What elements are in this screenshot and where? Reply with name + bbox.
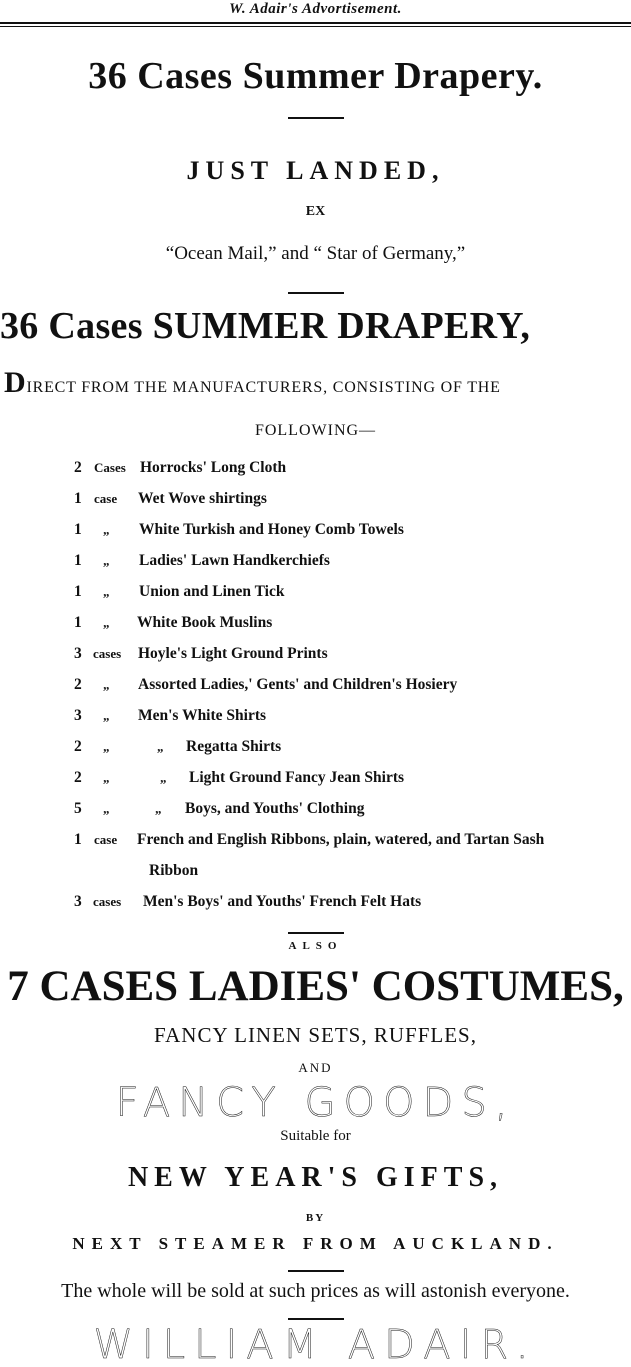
list-item — [0, 705, 631, 736]
item-quantity: 1 — [74, 614, 82, 631]
just-landed-heading: JUST LANDED, — [186, 156, 445, 185]
list-item — [0, 643, 631, 674]
item-ditto: „ — [160, 770, 167, 785]
drop-cap: D — [4, 366, 27, 399]
list-item — [0, 612, 631, 643]
by-label: BY — [305, 1212, 326, 1224]
item-ditto: „ — [157, 739, 164, 754]
item-unit: „ — [103, 615, 110, 630]
ex-label: EX — [305, 204, 326, 219]
divider-rule-3 — [288, 932, 344, 934]
costumes-heading: 7 CASES LADIES' COSTUMES, — [7, 963, 624, 1010]
fancy-linen-line: FANCY LINEN SETS, RUFFLES, — [154, 1023, 477, 1047]
list-item — [0, 736, 631, 767]
item-description: Men's White Shirts — [138, 707, 267, 724]
item-quantity: 1 — [74, 521, 82, 538]
and-label: AND — [298, 1060, 333, 1075]
next-steamer-line: NEXT STEAMER FROM AUCKLAND. — [72, 1234, 559, 1253]
item-unit: „ — [103, 677, 110, 692]
direct-line — [4, 366, 631, 399]
list-item — [0, 798, 631, 829]
header-rule — [0, 22, 631, 27]
item-unit: „ — [103, 584, 110, 599]
list-item — [0, 674, 631, 705]
divider-rule-5 — [288, 1318, 344, 1320]
goods-list — [0, 457, 631, 922]
direct-text: IRECT FROM THE MANUFACTURERS, CONSISTING OF THE — [26, 379, 501, 396]
new-year-gifts-heading: NEW YEAR'S GIFTS, — [127, 1162, 504, 1193]
closing-line: The whole will be sold at such prices as will astonish everyone. — [61, 1280, 570, 1302]
item-quantity: 1 — [74, 831, 82, 848]
secondary-title: 36 Cases SUMMER DRAPERY, — [0, 305, 531, 347]
item-unit: cases — [93, 894, 122, 909]
item-quantity: 2 — [74, 769, 82, 786]
list-item — [0, 891, 631, 922]
item-continuation: Ribbon — [149, 862, 199, 879]
item-description: White Book Muslins — [137, 614, 273, 631]
item-unit: „ — [103, 801, 110, 816]
item-description: Horrocks' Long Cloth — [140, 459, 287, 476]
ships-line: “Ocean Mail,” and “ Star of Germany,” — [165, 243, 466, 264]
item-unit: „ — [103, 770, 110, 785]
item-quantity: 1 — [74, 552, 82, 569]
fancy-goods-heading: FANCY GOODS, — [115, 1080, 516, 1126]
suitable-for-line: Suitable for — [280, 1128, 351, 1144]
list-item — [0, 488, 631, 519]
item-description: Ladies' Lawn Handkerchiefs — [139, 552, 330, 569]
item-quantity: 2 — [74, 738, 82, 755]
item-description: Wet Wove shirtings — [138, 490, 267, 507]
also-label: ALSO — [288, 940, 343, 952]
item-unit: Cases — [94, 460, 126, 475]
divider-rule-1 — [288, 117, 344, 119]
item-description: Hoyle's Light Ground Prints — [138, 645, 328, 662]
divider-rule-2 — [288, 292, 344, 294]
item-unit: „ — [103, 553, 110, 568]
list-item — [0, 457, 631, 488]
item-description: Regatta Shirts — [186, 738, 282, 755]
item-unit: case — [94, 832, 118, 847]
item-unit: „ — [103, 739, 110, 754]
item-quantity: 3 — [74, 707, 82, 724]
item-unit: „ — [103, 708, 110, 723]
item-description: Assorted Ladies,' Gents' and Children's Hosiery — [138, 676, 458, 693]
item-description: French and English Ribbons, plain, watered, and Tartan Sash — [137, 831, 545, 848]
item-quantity: 3 — [74, 645, 82, 662]
item-unit: cases — [93, 646, 122, 661]
list-item — [0, 581, 631, 612]
item-quantity: 5 — [74, 800, 82, 817]
page-header: W. Adair's Advortisement. — [229, 1, 402, 17]
item-quantity: 1 — [74, 583, 82, 600]
item-description: Boys, and Youths' Clothing — [185, 800, 365, 817]
item-description: Union and Linen Tick — [139, 583, 285, 600]
item-description: White Turkish and Honey Comb Towels — [139, 521, 404, 538]
item-ditto: „ — [155, 801, 162, 816]
list-item — [0, 550, 631, 581]
list-item — [0, 519, 631, 550]
item-unit: case — [94, 491, 118, 506]
list-item — [0, 829, 631, 860]
item-description: Light Ground Fancy Jean Shirts — [189, 769, 405, 786]
item-quantity: 3 — [74, 893, 82, 910]
signature: WILLIAM ADAIR. — [93, 1322, 538, 1367]
following-line: FOLLOWING— — [254, 422, 377, 439]
main-title: 36 Cases Summer Drapery. — [88, 55, 543, 97]
item-quantity: 2 — [74, 676, 82, 693]
divider-rule-4 — [288, 1270, 344, 1272]
item-description: Men's Boys' and Youths' French Felt Hats — [143, 893, 422, 910]
item-unit: „ — [103, 522, 110, 537]
list-item — [0, 860, 631, 891]
item-quantity: 1 — [74, 490, 82, 507]
list-item — [0, 767, 631, 798]
item-quantity: 2 — [74, 459, 82, 476]
